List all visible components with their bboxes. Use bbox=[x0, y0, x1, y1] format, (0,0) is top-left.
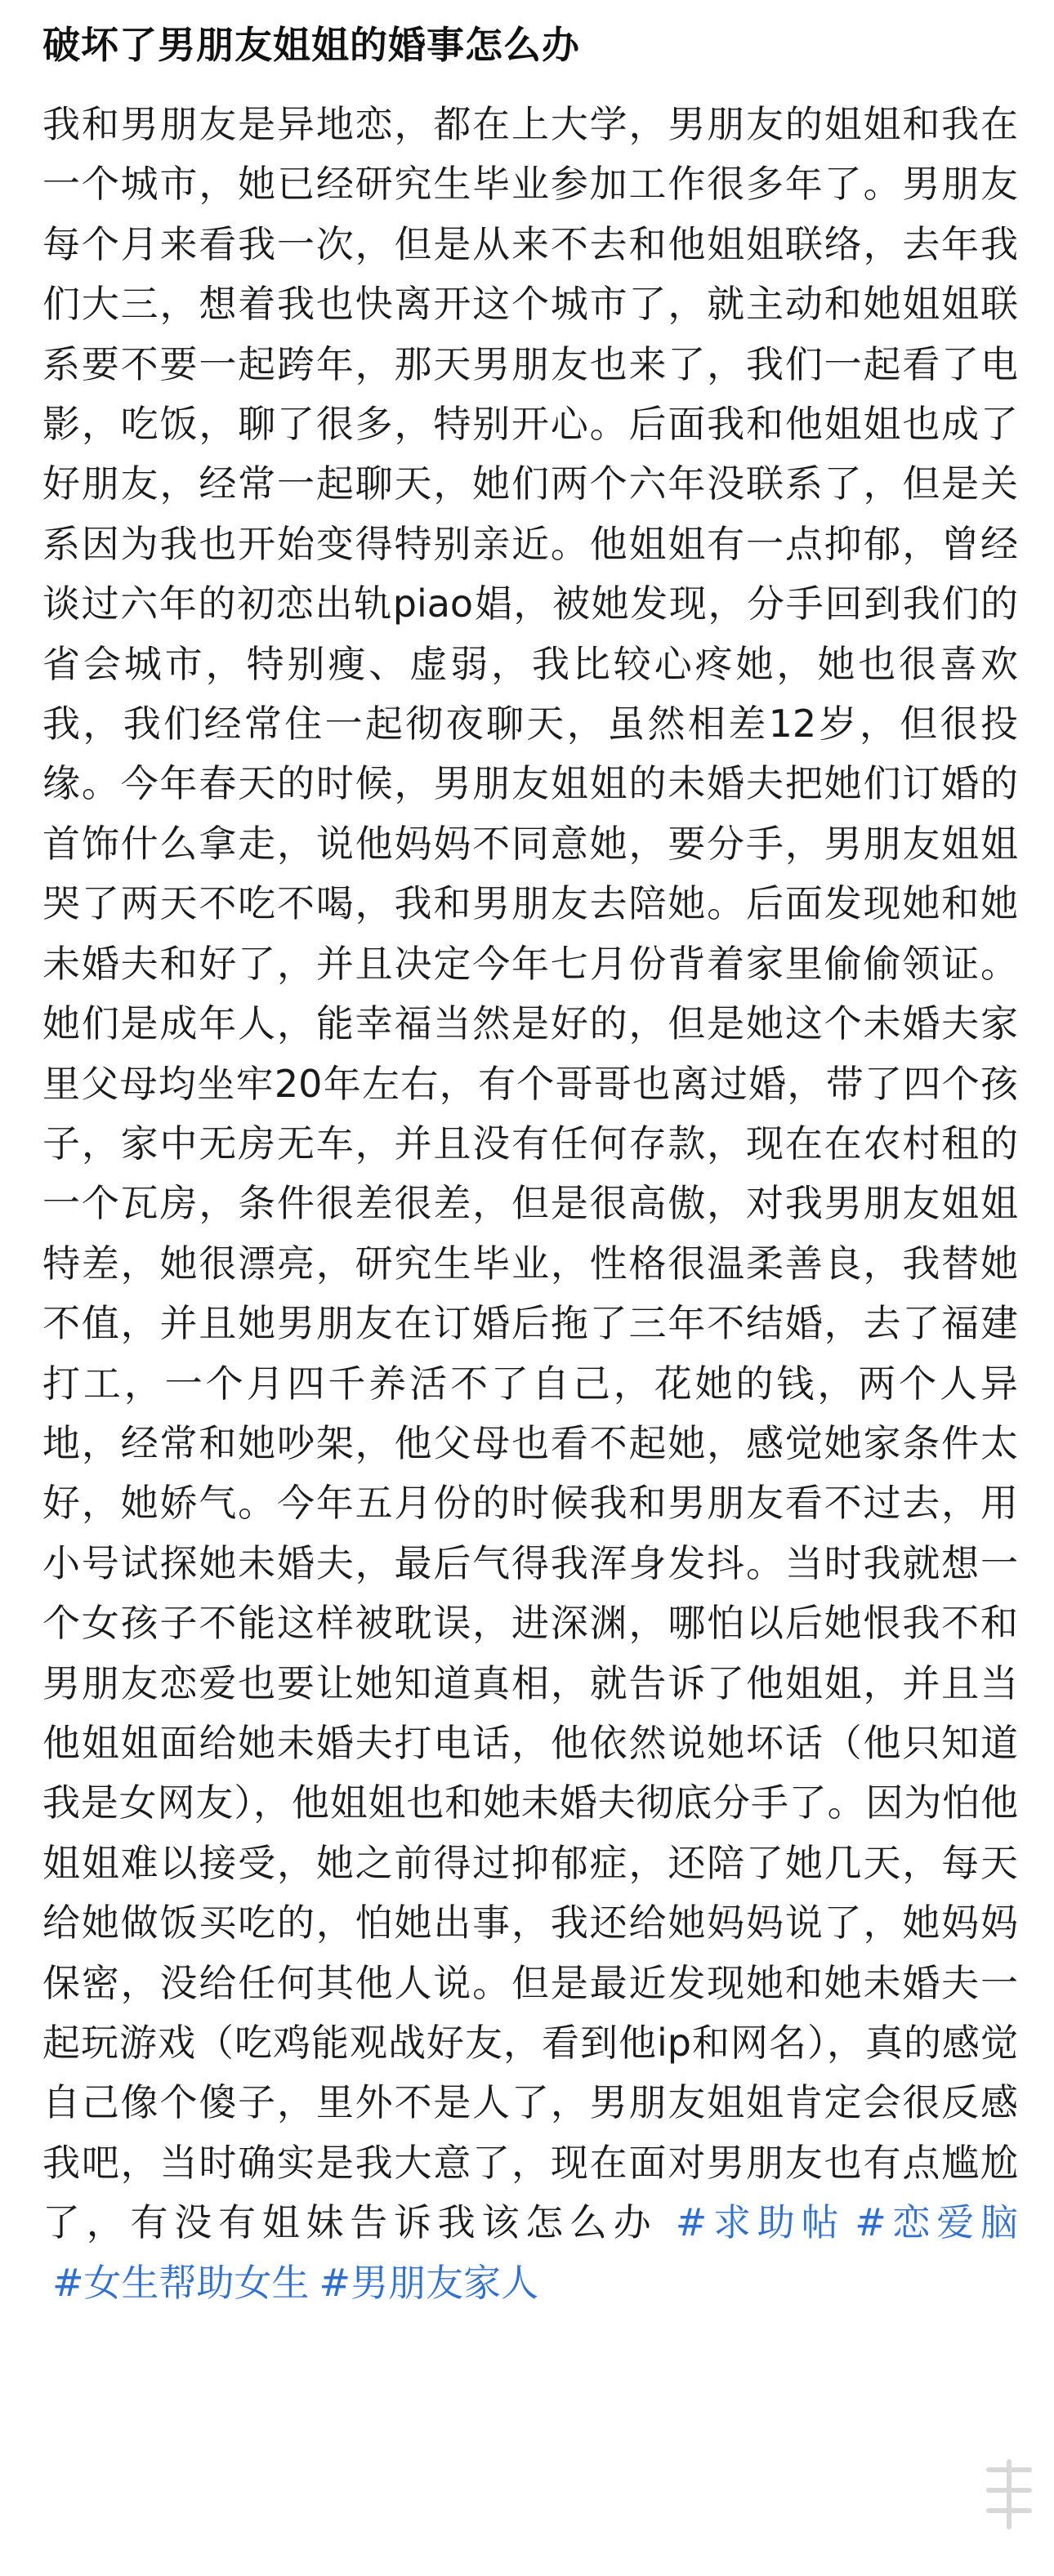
hashtag-love-brain[interactable]: #恋爱脑 bbox=[855, 2200, 1019, 2245]
hashtag-girls-help-girls[interactable]: #女生帮助女生 bbox=[52, 2260, 310, 2305]
post-body-text: 我和男朋友是异地恋，都在上大学，男朋友的姐姐和我在一个城市，她已经研究生毕业参加工作很多年了。男朋友每个月来看我一次，但是从来不去和他姐姐联络，去年我们大三，想着我也快离开这个城市了，就主动和她姐姐联系要不要一起跨年，那天男朋友也来了，我们一起看了电影，吃饭，聊了很多，特别开心。后面我和他姐姐也成了好朋友，经常一起聊天，她们两个六年没联系了，但是关系因为我也开始变得特别亲近。他姐姐有一点抑郁，曾经谈过六年的初恋出轨piao娼，被她发现，分手回到我们的省会城市，特别瘦、虚弱，我比较心疼她，她也很喜欢我，我们经常住一起彻夜聊天，虽然相差12岁，但很投缘。今年春天的时候，男朋友姐姐的未婚夫把她们订婚的首饰什么拿走，说他妈妈不同意她，要分手，男朋友姐姐哭了两天不吃不喝，我和男朋友去陪她。后面发现她和她未婚夫和好了，并且决定今年七月份背着家里偷偷领证。她们是成年人，能幸福当然是好的，但是她这个未婚夫家里父母均坐牢20年左右，有个哥哥也离过婚，带了四个孩子，家中无房无车，并且没有任何存款，现在在农村租的一个瓦房，条件很差很差，但是很高傲，对我男朋友姐姐特差，她很漂亮，研究生毕业，性格很温柔善良，我替她不值，并且她男朋友在订婚后拖了三年不结婚，去了福建打工，一个月四千养活不了自己，花她的钱，两个人异地，经常和她吵架，他父母也看不起她，感觉她家条件太好，她娇气。今年五月份的时候我和男朋友看不过去，用小号试探她未婚夫，最后气得我浑身发抖。当时我就想一个女孩子不能这样被耽误，进深渊，哪怕以后她恨我不和男朋友恋爱也要让她知道真相，就告诉了他姐姐，并且当他姐姐面给她未婚夫打电话，他依然说她坏话（他只知道我是女网友），他姐姐也和她未婚夫彻底分手了。因为怕他姐姐难以接受，她之前得过抑郁症，还陪了她几天，每天给她做饭买吃的，怕她出事，我还给她妈妈说了，她妈妈保密，没给任何其他人说。但是最近发现她和她未婚夫一起玩游戏（吃鸡能观战好友，看到他ip和网名），真的感觉自己像个傻子，里外不是人了，男朋友姐姐肯定会很反感我吧，当时确实是我大意了，现在面对男朋友也有点尴尬了，有没有姐妹告诉我该怎么办 bbox=[42, 102, 1018, 2245]
post-title: 破坏了男朋友姐姐的婚事怎么办 bbox=[42, 23, 580, 67]
post-body bbox=[42, 95, 1018, 2313]
hashtag-boyfriend-family[interactable]: #男朋友家人 bbox=[319, 2260, 539, 2305]
hashtag-help[interactable]: #求助帖 bbox=[675, 2200, 846, 2245]
watermark-logo bbox=[972, 2445, 1046, 2543]
